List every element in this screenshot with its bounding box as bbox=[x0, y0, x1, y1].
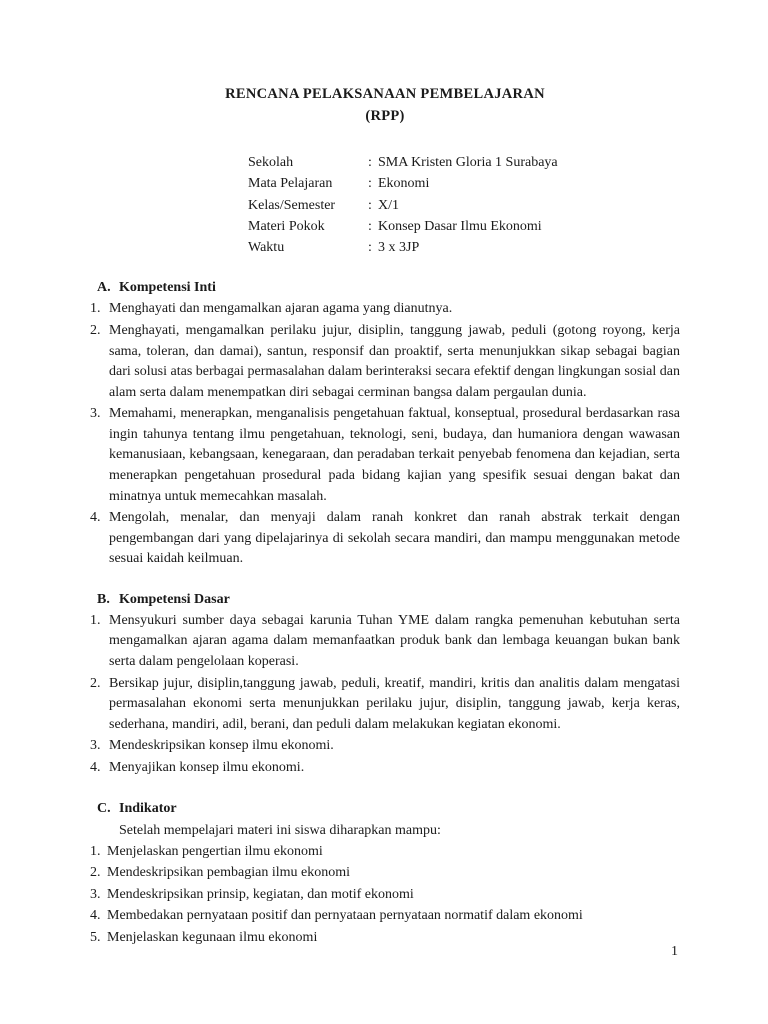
page-number: 1 bbox=[671, 944, 678, 959]
section-title: Kompetensi Dasar bbox=[119, 591, 230, 607]
metadata-colon: : bbox=[368, 218, 372, 234]
section-kompetensi-dasar bbox=[90, 589, 680, 779]
list-item-marker: 1. bbox=[90, 301, 101, 317]
metadata-label: Kelas/Semester bbox=[248, 197, 336, 213]
metadata-label: Materi Pokok bbox=[248, 218, 325, 234]
list-item-text: Menyajikan konsep ilmu ekonomi. bbox=[109, 759, 305, 775]
list-item-marker: 3. bbox=[90, 886, 101, 902]
document-title bbox=[90, 84, 680, 127]
list-item-marker: 1. bbox=[90, 843, 101, 859]
metadata-colon: : bbox=[368, 197, 372, 213]
list-item-marker: 4. bbox=[90, 908, 101, 924]
list-item-text: Mendeskripsikan pembagian ilmu ekonomi bbox=[107, 865, 351, 881]
section-item-list bbox=[90, 299, 680, 570]
title-line-secondary: (RPP) bbox=[365, 108, 405, 125]
section-title: Indikator bbox=[119, 800, 177, 816]
list-item-text: Menghayati dan mengamalkan ajaran agama yang dianutnya. bbox=[109, 301, 453, 317]
metadata-colon: : bbox=[368, 155, 372, 171]
list-item-marker: 5. bbox=[90, 929, 101, 945]
metadata-row bbox=[248, 173, 680, 194]
list-item-marker: 1. bbox=[90, 612, 101, 628]
section-heading bbox=[90, 798, 680, 819]
list-item bbox=[90, 321, 680, 403]
section-item-list bbox=[90, 611, 680, 779]
section-indikator bbox=[90, 798, 680, 949]
document-body bbox=[90, 84, 680, 948]
section-letter: B. bbox=[97, 591, 110, 607]
list-item bbox=[90, 758, 680, 779]
list-item-text: Bersikap jujur, disiplin,tanggung jawab, peduli, kreatif, mandiri, kritis dan analitis dalam mengatasi permasalahan ekonomi serta menunjukkan perilaku jujur, disiplin, tanggung jawab, kerja keras, sederhana, mandiri, adil, berani, dan peduli dalam melakukan kegiatan ekonomi. bbox=[109, 675, 680, 732]
list-item-text: Mensyukuri sumber daya sebagai karunia Tuhan YME dalam rangka pemenuhan kebutuhan serta mengamalkan ajaran agama dalam memanfaatkan produk bank dan lembaga keuangan bukan bank serta dalam pengelolaan koperasi. bbox=[109, 612, 680, 670]
list-item-text: Menjelaskan pengertian ilmu ekonomi bbox=[107, 843, 323, 859]
metadata-colon: : bbox=[368, 240, 372, 256]
list-item-text: Mengolah, menalar, dan menyaji dalam ranah konkret dan ranah abstrak terkait dengan pengembangan dari yang dipelajarinya di sekolah secara mandiri, dan mampu menggunakan metode sesuai kaidah keilmuan. bbox=[109, 510, 680, 567]
sections-container bbox=[90, 277, 680, 948]
list-item bbox=[90, 928, 680, 949]
metadata-label: Mata Pelajaran bbox=[248, 176, 333, 192]
metadata-row bbox=[248, 152, 680, 173]
list-item-text: Memahami, menerapkan, menganalisis pengetahuan faktual, konseptual, prosedural berdasarkan rasa ingin tahunya tentang ilmu pengetahuan, teknologi, seni, budaya, dan humaniora dengan wawasan kemanusiaan, kebangsaan, kenegaraan, dan peradaban terkait penyebab fenomena dan kejadian, serta menerapkan pengetahuan prosedural pada bidang kajian yang spesifik sesuai dengan bakat dan minatnya untuk memecahkan masalah. bbox=[109, 406, 680, 504]
list-item bbox=[90, 508, 680, 570]
metadata-value: Konsep Dasar Ilmu Ekonomi bbox=[378, 218, 542, 234]
metadata-label: Waktu bbox=[248, 240, 285, 256]
metadata-value: 3 x 3JP bbox=[378, 240, 420, 256]
list-item-text: Membedakan pernyataan positif dan pernyataan pernyataan normatif dalam ekonomi bbox=[107, 908, 583, 924]
metadata-colon: : bbox=[368, 176, 372, 192]
metadata-label: Sekolah bbox=[248, 155, 294, 171]
section-heading bbox=[90, 589, 680, 610]
list-item bbox=[90, 842, 680, 863]
section-item-list bbox=[90, 842, 680, 949]
list-item bbox=[90, 736, 680, 757]
section-intro: Setelah mempelajari materi ini siswa diharapkan mampu: bbox=[119, 822, 441, 838]
list-item bbox=[90, 611, 680, 673]
list-item-marker: 3. bbox=[90, 738, 101, 754]
section-kompetensi-inti bbox=[90, 277, 680, 570]
list-item bbox=[90, 863, 680, 884]
metadata-row bbox=[248, 237, 680, 258]
list-item bbox=[90, 906, 680, 927]
list-item-text: Menjelaskan kegunaan ilmu ekonomi bbox=[107, 929, 318, 945]
list-item bbox=[90, 404, 680, 507]
metadata-row bbox=[248, 195, 680, 216]
metadata-value: Ekonomi bbox=[378, 176, 430, 192]
list-item bbox=[90, 299, 680, 320]
list-item-marker: 3. bbox=[90, 406, 101, 422]
metadata-row bbox=[248, 216, 680, 237]
title-line-primary: RENCANA PELAKSANAAN PEMBELAJARAN bbox=[225, 86, 545, 102]
list-item-marker: 4. bbox=[90, 510, 101, 526]
section-title: Kompetensi Inti bbox=[119, 280, 216, 296]
list-item bbox=[90, 674, 680, 736]
list-item bbox=[90, 885, 680, 906]
list-item-marker: 2. bbox=[90, 865, 101, 881]
section-heading bbox=[90, 277, 680, 298]
list-item-text: Mendeskripsikan prinsip, kegiatan, dan motif ekonomi bbox=[107, 886, 414, 902]
list-item-marker: 2. bbox=[90, 322, 101, 338]
list-item-marker: 2. bbox=[90, 675, 101, 691]
section-letter: A. bbox=[97, 280, 111, 296]
metadata-value: SMA Kristen Gloria 1 Surabaya bbox=[378, 155, 558, 171]
list-item-marker: 4. bbox=[90, 759, 101, 775]
metadata-value: X/1 bbox=[378, 197, 399, 213]
lesson-metadata bbox=[248, 152, 680, 258]
list-item-text: Mendeskripsikan konsep ilmu ekonomi. bbox=[109, 738, 334, 754]
section-letter: C. bbox=[97, 800, 111, 816]
list-item-text: Menghayati, mengamalkan perilaku jujur, disiplin, tanggung jawab, peduli (gotong royong, kerja sama, toleran, dan damai), santun, responsif dan proaktif, serta menunjukkan sikap sebagai bagian dari solusi atas berbagai permasalahan dalam berinteraksi secara efektif dengan lingkungan sosial dan alam serta dalam menempatkan diri sebagai cerminan bangsa dalam pergaulan dunia. bbox=[109, 322, 680, 400]
